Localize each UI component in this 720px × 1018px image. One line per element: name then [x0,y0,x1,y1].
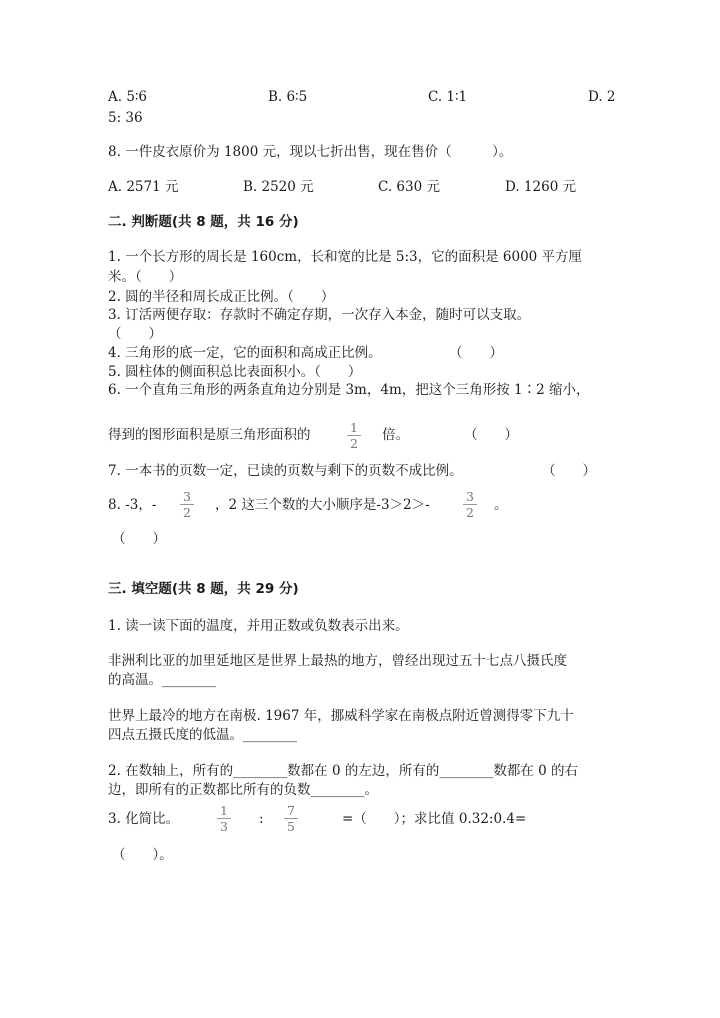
q7-option-a: A. 5∶6 [108,89,148,105]
q8-option-d: D. 1260 元 [505,179,577,195]
s3-q3-fraction-2 [284,804,298,833]
section2-heading: 二. 判断题(共 8 题，共 16 分) [108,214,299,230]
s2-q2: 2. 圆的半径和周长成正比例。（ ） [108,289,335,305]
fraction-numerator: 3 [466,489,474,504]
q8-option-c: C. 630 元 [378,179,440,195]
s2-q6-fraction [347,421,361,450]
fraction-numerator: 1 [220,803,228,818]
q8-option-a: A. 2571 元 [108,179,179,195]
s2-q6-line2-b: 倍。 [382,427,409,443]
s3-q2-line2: 边，即所有的正数都比所有的负数________。 [108,782,378,798]
s3-q1b-line2: 四点五摄氏度的低温。________ [108,727,297,743]
fraction-denominator: 2 [466,505,474,520]
fraction-numerator: 3 [183,489,191,504]
s2-q8-a: 8. -3，- [108,497,157,513]
s2-q6-paren: （ ） [464,427,518,443]
q7-option-d-line2: 5: 36 [108,110,143,126]
s3-q2-line1: 2. 在数轴上，所有的________数都在 0 的左边，所有的________数都在 0 的右 [108,763,579,779]
q7-option-c: C. 1∶1 [428,89,468,105]
s2-q7-paren: （ ） [542,463,596,479]
s2-q5: 5. 圆柱体的侧面积总比表面积小。（ ） [108,364,362,380]
s2-q8-b: ，2 这三个数的大小顺序是-3＞2＞- [215,497,430,513]
s2-q6-line2-a: 得到的图形面积是原三角形面积的 [108,427,311,443]
fraction-denominator: 2 [350,436,358,451]
s2-q8-fraction-2 [463,490,477,519]
s2-q8-paren: （ ） [112,531,166,547]
q7-option-d-line1: D. 2 [588,89,616,105]
s3-q1b-line1: 世界上最冷的地方在南极. 1967 年，挪威科学家在南极点附近曾测得零下九十 [108,708,574,724]
s3-q1a-line1: 非洲利比亚的加里延地区是世界上最热的地方，曾经出现过五十七点八摄氏度 [108,653,567,669]
s3-q1a-line2: 的高温。________ [108,672,216,688]
q8-text: 8. 一件皮衣原价为 1800 元，现以七折出售，现在售价（ ）。 [108,144,513,160]
fraction-numerator: 1 [350,420,358,435]
s3-q1: 1. 读一读下面的温度，并用正数或负数表示出来。 [108,618,409,634]
q7-option-b: B. 6∶5 [268,89,308,105]
s2-q1-line2: 米。（ ） [108,269,183,285]
s2-q8-fraction-1 [180,490,194,519]
fraction-denominator: 2 [183,505,191,520]
s3-q3-a: 3. 化简比。 [108,811,180,827]
q8-option-b: B. 2520 元 [243,179,314,195]
s2-q4: 4. 三角形的底一定，它的面积和高成正比例。 [108,345,382,361]
fraction-denominator: 3 [220,819,228,834]
s2-q6-line1: 6. 一个直角三角形的两条直角边分别是 3m，4m，把这个三角形按 1∶2 缩小， [108,382,590,398]
section3-heading: 三. 填空题(共 8 题，共 29 分) [108,581,299,597]
s3-q3-fraction-1 [217,804,231,833]
s3-q3-line2: （ ）。 [112,847,173,863]
s2-q3-line1: 3. 订活两便存取：存款时不确定存期，一次存入本金，随时可以支取。 [108,307,531,323]
s3-q3-b: =（ ）；求比值 0.32:0.4= [342,811,527,827]
fraction-denominator: 5 [287,819,295,834]
s3-q3-colon: : [259,811,264,827]
fraction-numerator: 7 [287,803,295,818]
s2-q7: 7. 一本书的页数一定，已读的页数与剩下的页数不成比例。 [108,463,463,479]
s2-q3-line2: （ ） [108,326,162,342]
s2-q8-c: 。 [494,497,508,513]
s2-q1-line1: 1. 一个长方形的周长是 160cm，长和宽的比是 5:3，它的面积是 6000 平方厘 [108,249,583,265]
s2-q4-paren: （ ） [449,345,503,361]
